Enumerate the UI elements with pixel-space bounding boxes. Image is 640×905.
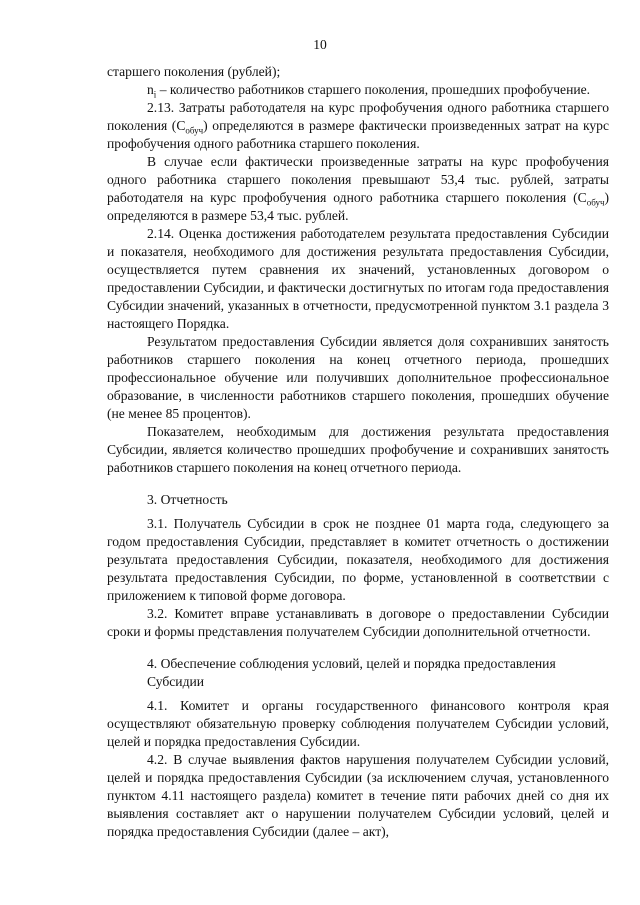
paragraph: 4.1. Комитет и органы государственного финансового контроля края осуществляют обязательную проверку соблюдения получателем Субсидии условий, целей и порядка предоставления Субсидии. <box>107 698 609 749</box>
paragraph: В случае если фактически произведенные затраты на курс профобучения одного работника старшего поколения превышают 53,4 тыс. рублей, затраты работодателя на курс профобучения одного работника старшего поколения $(С_{обуч})$ определяются в размере 53,4 тыс. рублей. <box>107 154 609 223</box>
paragraph: Результатом предоставления Субсидии является доля сохранивших занятость работников старшего поколения на конец отчетного периода, прошедших профессиональное обучение или получивших дополнительное профессиональное образование, в численности работников старшего поколения, прошедших обучение (не менее 85 процентов). <box>107 334 609 421</box>
paragraph: $n_i$ – количество работников старшего поколения, прошедших профобучение. <box>147 82 591 100</box>
paragraph: 3.2. Комитет вправе устанавливать в договоре о предоставлении Субсидии сроки и формы представления получателем Субсидии дополнительной отчетности. <box>107 606 609 639</box>
paragraph: 2.14. Оценка достижения работодателем результата предоставления Субсидии и показателя, необходимого для достижения результата предоставления Субсидии, осуществляется путем сравнения их значений, установленных договором о предоставлении Субсидии, и фактически достигнутых по итогам года предоставления Субсидии значений, указанных в отчетности, предусмотренной пунктом 3.1 раздела 3 настоящего Порядка. <box>107 226 609 331</box>
document-body <box>107 63 609 841</box>
section-heading: 3. Отчетность <box>147 492 228 507</box>
paragraph: 2.13. Затраты работодателя на курс профобучения одного работника старшего поколения $(С_{обуч})$ определяются в размере фактически произведенных затрат на курс профобучения одного работника старшего поколения. <box>107 100 609 151</box>
page-number: 10 <box>313 37 327 52</box>
paragraph: Показателем, необходимым для достижения результата предоставления Субсидии, является количество прошедших профобучение и сохранивших занятость работников старшего поколения на конец отчетного периода. <box>107 424 609 475</box>
paragraph: 3.1. Получатель Субсидии в срок не позднее 01 марта года, следующего за годом предоставления Субсидии, представляет в комитет отчетность о достижении результата предоставления Субсидии, показателя, необходимого для достижения результата предоставления Субсидии, по форме, установленной в соответствии с приложением к типовой форме договора. <box>107 516 609 603</box>
paragraph: старшего поколения (рублей); <box>107 64 281 79</box>
section-heading: 4. Обеспечение соблюдения условий, целей и порядка предоставления Субсидии <box>147 656 556 689</box>
paragraph: 4.2. В случае выявления фактов нарушения получателем Субсидии условий, целей и порядка предоставления Субсидии (за исключением случая, установленного пунктом 4.11 настоящего раздела) комитет в течение пяти рабочих дней со дня их выявления составляет акт о нарушении получателем Субсидии условий, целей и порядка предоставления Субсидии (далее – акт), <box>107 752 609 839</box>
